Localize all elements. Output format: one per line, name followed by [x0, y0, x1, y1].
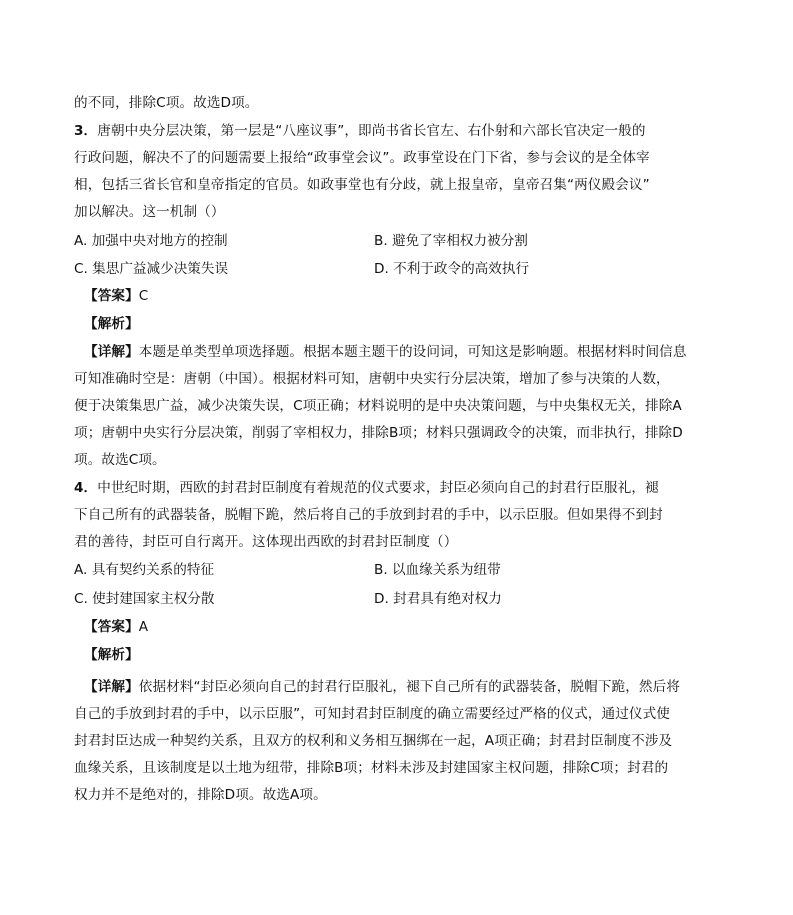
q4-stem-line-1 [74, 478, 734, 498]
q4-answer-line [84, 617, 744, 637]
q4-detail-line-5: 权力并不是绝对的，排除D项。故选A项。 [74, 787, 327, 803]
q3-detail-line-2: 可知准确时空是：唐朝（中国）。根据材料可知，唐朝中央实行分层决策，增加了参与决策的人数， [74, 371, 670, 387]
q3-detail-tag: 【详解】 [84, 344, 139, 360]
q4-stem-line-3: 君的善待，封臣可自行离开。这体现出西欧的封君封臣制度（） [74, 534, 458, 550]
q3-option-b: B. 避免了宰相权力被分割 [374, 233, 528, 249]
q3-option-a: A. 加强中央对地方的控制 [74, 233, 228, 249]
q4-answer-tag: 【答案】 [84, 619, 139, 635]
q3-stem-line-3: 相，包括三省长官和皇帝指定的官员。如政事堂也有分歧，就上报皇帝，皇帝召集“两仪殿会议” [74, 177, 650, 193]
q4-option-a: A. 具有契约关系的特征 [74, 562, 215, 578]
q4-detail-line-2: 自己的手放到封君的手中，以示臣服”，可知封君封臣制度的确立需要经过严格的仪式，通过仪式使 [74, 706, 670, 722]
q3-answer-tag: 【答案】 [84, 288, 139, 304]
q4-detail-line-4: 血缘关系，且该制度是以土地为纽带，排除B项；材料未涉及封建国家主权问题，排除C项；封君的 [74, 760, 669, 776]
q3-stem-line-1 [74, 121, 734, 141]
q3-option-d: D. 不利于政令的高效执行 [374, 261, 530, 277]
q4-detail-line-1 [84, 677, 744, 697]
q4-option-b: B. 以血缘关系为纽带 [374, 562, 501, 578]
q3-option-c: C. 集思广益减少决策失误 [74, 261, 229, 277]
q3-detail-line-5: 项。故选C项。 [74, 452, 166, 468]
q4-detail-text-1: 依据材料“封臣必须向自己的封君行臣服礼，褪下自己所有的武器装备，脱帽下跪，然后将 [138, 679, 680, 695]
q4-stem-line-2: 下自己所有的武器装备，脱帽下跪，然后将自己的手放到封君的手中，以示臣服。但如果得不到封 [74, 507, 663, 523]
q4-detail-line-3: 封君封臣达成一种契约关系，且双方的权利和义务相互捆绑在一起，A项正确；封君封臣制度不涉及 [74, 733, 673, 749]
q4-option-c: C. 使封建国家主权分散 [74, 591, 215, 607]
q3-detail-line-3: 便于决策集思广益，减少决策失误，C项正确；材料说明的是中央决策问题，与中央集权无关，排除A [74, 398, 682, 414]
q3-detail-text-1: 本题是单类型单项选择题。根据本题主题干的设问词，可知这是影响题。根据材料时间信息 [138, 344, 687, 360]
q4-answer: A [138, 619, 149, 635]
q4-stem-text-1: 中世纪时期，西欧的封君封臣制度有着规范的仪式要求，封臣必须向自己的封君行臣服礼，褪 [97, 480, 659, 496]
q3-stem-line-4: 加以解决。这一机制（） [74, 204, 225, 220]
q4-option-d: D. 封君具有绝对权力 [374, 591, 502, 607]
q3-analysis-tag: 【解析】 [84, 316, 139, 332]
q4-analysis-tag: 【解析】 [84, 647, 139, 663]
q3-number: 3． [74, 123, 98, 139]
q3-detail-line-1 [84, 342, 744, 362]
continuation-text: 的不同，排除C项。故选D项。 [74, 95, 259, 111]
q3-detail-line-4: 项；唐朝中央实行分层决策，削弱了宰相权力，排除B项；材料只强调政令的决策，而非执行，排除D [74, 425, 683, 441]
q3-answer: C [138, 288, 149, 304]
q3-answer-line [84, 286, 744, 306]
q3-stem-text-1: 唐朝中央分层决策，第一层是“八座议事”，即尚书省长官左、右仆射和六部长官决定一般的 [97, 123, 646, 139]
q4-detail-tag: 【详解】 [84, 679, 139, 695]
q3-stem-line-2: 行政问题，解决不了的问题需要上报给“政事堂会议”。政事堂设在门下省，参与会议的是全体宰 [74, 150, 650, 166]
q4-number: 4． [74, 480, 98, 496]
